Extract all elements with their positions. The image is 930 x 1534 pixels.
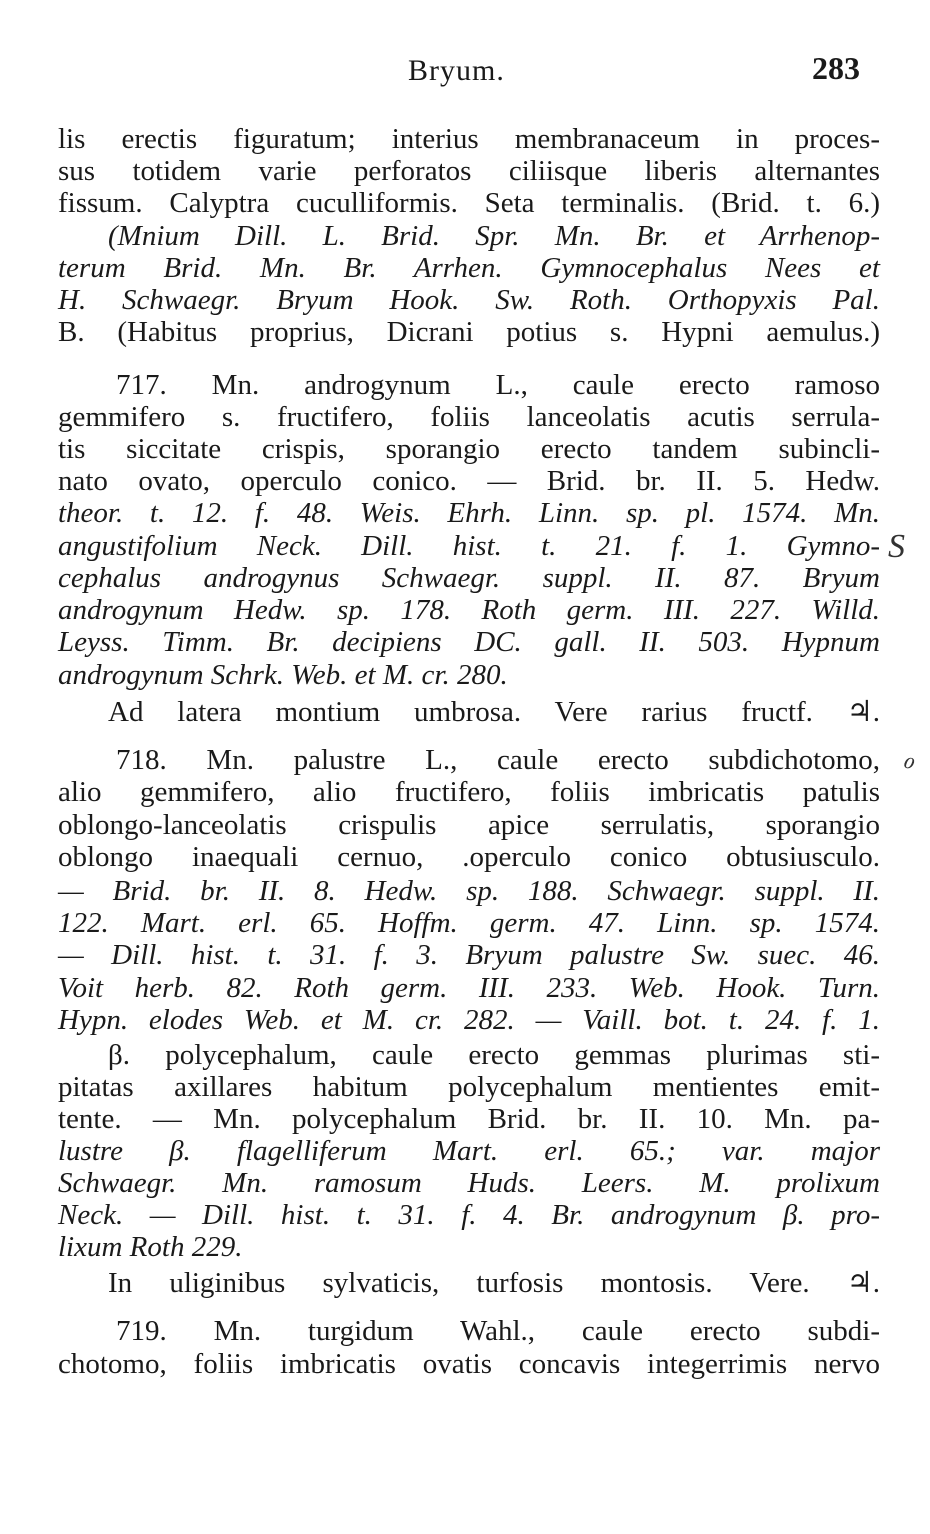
text-line: lis erectis figuratum; interius membranaceum in proces- xyxy=(58,123,880,155)
text-line: androgynum Schrk. Web. et M. cr. 280. xyxy=(58,659,508,691)
text-line: lixum Roth 229. xyxy=(58,1231,243,1263)
text-line: (Mnium Dill. L. Brid. Spr. Mn. Br. et Arrhenop- xyxy=(108,220,880,252)
text-line: H. Schwaegr. Bryum Hook. Sw. Roth. Orthopyxis Pal. xyxy=(58,284,880,316)
text-line: Hypn. elodes Web. et M. cr. 282. — Vaill. bot. t. 24. f. 1. xyxy=(58,1004,880,1036)
margin-note: ℴ xyxy=(902,745,915,774)
text-line: gemmifero s. fructifero, foliis lanceolatis acutis serrula- xyxy=(58,401,880,433)
text-line: oblongo-lanceolatis crispulis apice serrulatis, sporangio xyxy=(58,809,880,841)
habitat-line: Ad latera montium umbrosa. Vere rarius fructf. ♃. xyxy=(108,696,880,728)
text-line: pitatas axillares habitum polycephalum mentientes emit- xyxy=(58,1071,880,1103)
text-line: fissum. Calyptra cuculliformis. Seta terminalis. (Brid. t. 6.) xyxy=(58,187,880,219)
species-heading-719: 719. Mn. turgidum Wahl., caule erecto subdi- xyxy=(116,1315,880,1347)
text-line: chotomo, foliis imbricatis ovatis concavis integerrimis nervo xyxy=(58,1348,880,1380)
running-title: Bryum. xyxy=(408,54,505,87)
text-line: terum Brid. Mn. Br. Arrhen. Gymnocephalus Nees et xyxy=(58,252,880,284)
text-line: 122. Mart. erl. 65. Hoffm. germ. 47. Linn. sp. 1574. xyxy=(58,907,880,939)
text-line: androgynum Hedw. sp. 178. Roth germ. III. 227. Willd. xyxy=(58,594,880,626)
text-line: — Brid. br. II. 8. Hedw. sp. 188. Schwaegr. suppl. II. xyxy=(58,875,880,907)
species-heading-717: 717. Mn. androgynum L., caule erecto ramoso xyxy=(116,369,880,401)
text-line: cephalus androgynus Schwaegr. suppl. II. 87. Bryum xyxy=(58,562,880,594)
variety-beta-line: β. polycephalum, caule erecto gemmas plurimas sti- xyxy=(108,1039,880,1071)
text-line: Neck. — Dill. hist. t. 31. f. 4. Br. androgynum β. pro- xyxy=(58,1199,880,1231)
text-line: nato ovato, operculo conico. — Brid. br. II. 5. Hedw. xyxy=(58,465,880,497)
text-line: Schwaegr. Mn. ramosum Huds. Leers. M. prolixum xyxy=(58,1167,880,1199)
margin-note: S xyxy=(888,528,905,565)
text-line: Leyss. Timm. Br. decipiens DC. gall. II. 503. Hypnum xyxy=(58,626,880,658)
text-line: Voit herb. 82. Roth germ. III. 233. Web. Hook. Turn. xyxy=(58,972,880,1004)
running-head xyxy=(0,48,930,92)
text-line: alio gemmifero, alio fructifero, foliis imbricatis patulis xyxy=(58,776,880,808)
text-line: theor. t. 12. f. 48. Weis. Ehrh. Linn. sp. pl. 1574. Mn. xyxy=(58,497,880,529)
habitat-line: In uliginibus sylvaticis, turfosis montosis. Vere. ♃. xyxy=(108,1267,880,1299)
text-line: lustre β. flagelliferum Mart. erl. 65.; var. major xyxy=(58,1135,880,1167)
species-heading-718: 718. Mn. palustre L., caule erecto subdichotomo, xyxy=(116,744,880,776)
text-line: — Dill. hist. t. 31. f. 3. Bryum palustre Sw. suec. 46. xyxy=(58,939,880,971)
text-line: oblongo inaequali cernuo, .operculo conico obtusiusculo. xyxy=(58,841,880,873)
text-line: B. (Habitus proprius, Dicrani potius s. Hypni aemulus.) xyxy=(58,316,880,348)
page-number: 283 xyxy=(812,50,860,86)
text-line: tente. — Mn. polycephalum Brid. br. II. 10. Mn. pa- xyxy=(58,1103,880,1135)
text-line: sus totidem varie perforatos ciliisque liberis alternantes xyxy=(58,155,880,187)
text-line: tis siccitate crispis, sporangio erecto tandem subincli- xyxy=(58,433,880,465)
text-line: angustifolium Neck. Dill. hist. t. 21. f. 1. Gymno- xyxy=(58,530,880,562)
